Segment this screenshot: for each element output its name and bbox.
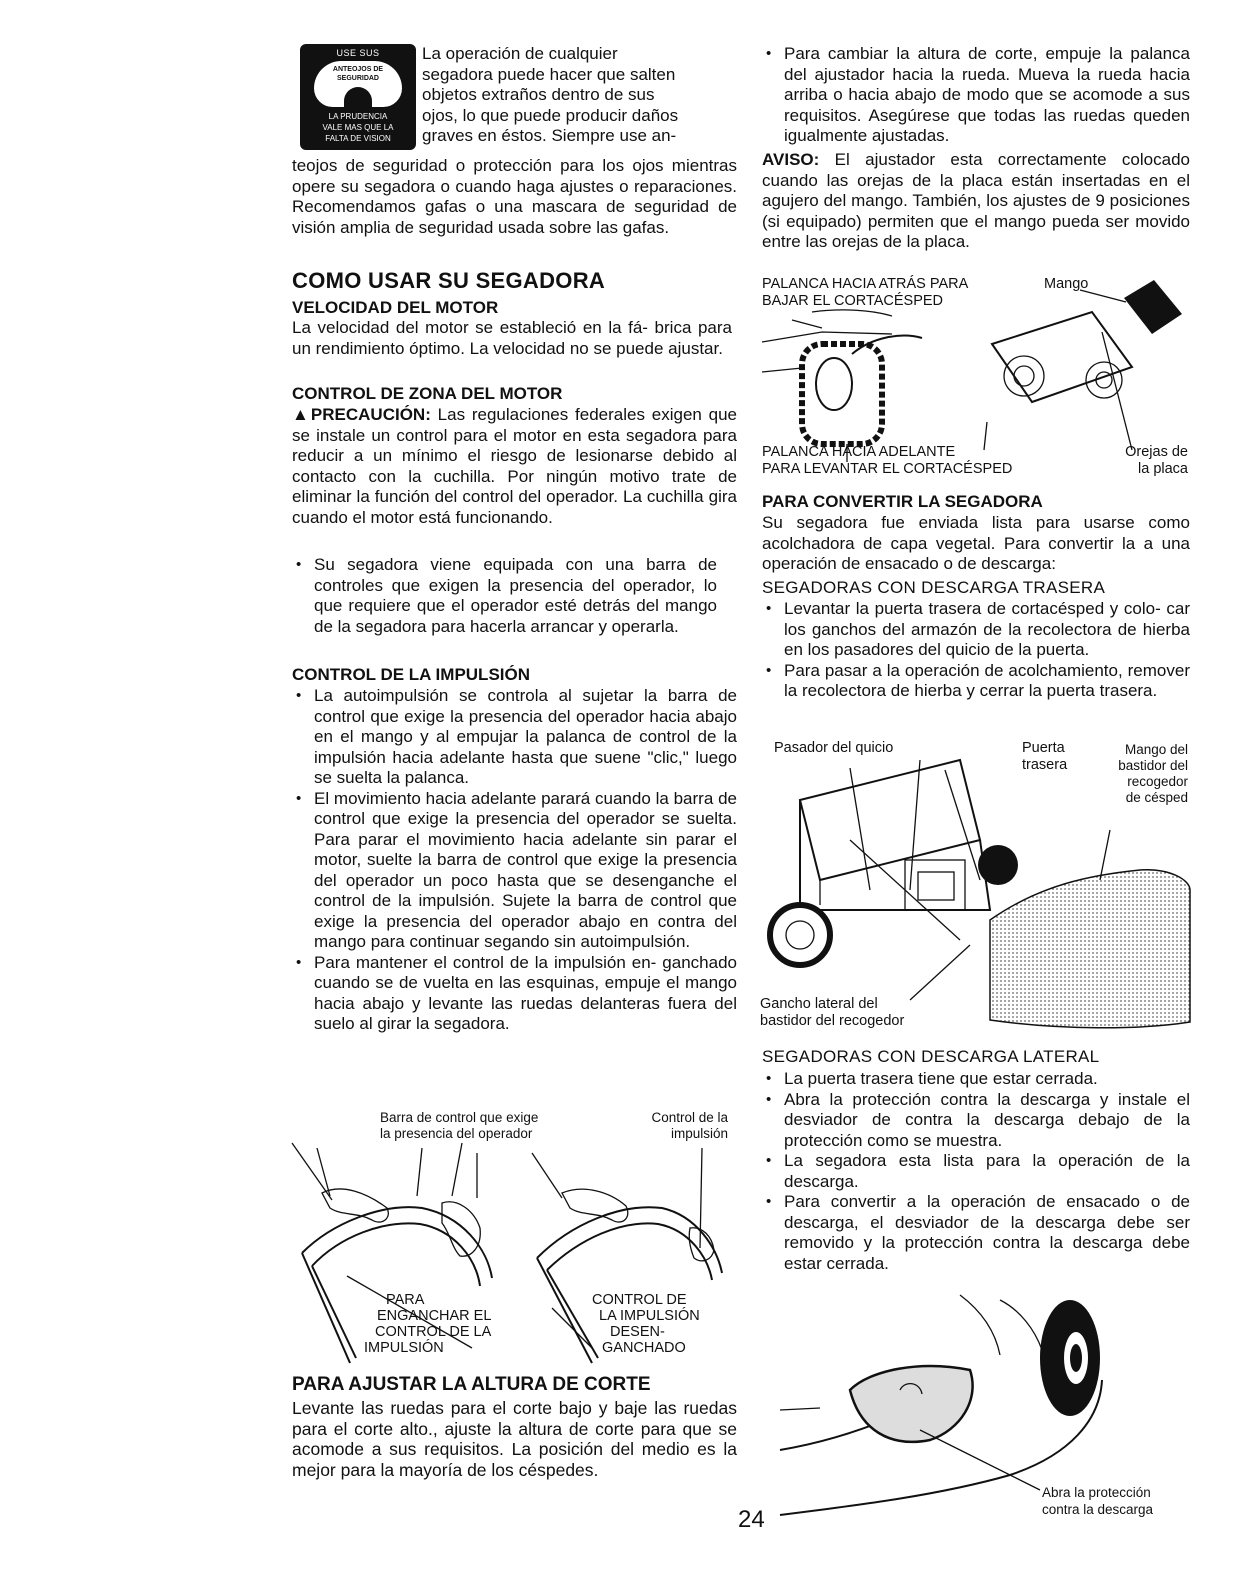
trasera-title: SEGADORAS CON DESCARGA TRASERA bbox=[762, 578, 1106, 597]
label-barra-line2: la presencia del operador bbox=[380, 1126, 533, 1141]
grass-bag-figure bbox=[760, 740, 1190, 1040]
grass-bag-drawing bbox=[760, 740, 1190, 1040]
aviso-paragraph bbox=[762, 150, 1190, 253]
badge-text-anteojos: ANTEOJOS DE bbox=[332, 66, 384, 73]
badge-goggles-icon bbox=[314, 61, 402, 107]
label-gancho-line1: Gancho lateral del bbox=[760, 996, 878, 1012]
handle-drawing bbox=[292, 1108, 742, 1368]
label-barra-line1: Barra de control que exige bbox=[380, 1110, 539, 1125]
impulsion-bullet-1: • La autoimpulsión se controla al sujetar la barra de control que exige la presencia del operador hacia abajo en el mango y al empujar la palanca de control de la impulsión hacia adelante hasta que suene "clic," luego se suelta la palanca. bbox=[292, 686, 737, 789]
grass-bag bbox=[990, 870, 1190, 1028]
intro-line-4: ojos, lo que puede producir daños bbox=[422, 105, 679, 125]
label-control-line1: Control de la bbox=[651, 1110, 728, 1125]
label-puerta-line1: Puerta bbox=[1022, 740, 1065, 756]
left-callout-line3: CONTROL DE LA bbox=[375, 1324, 492, 1340]
badge-text-seguridad: SEGURIDAD bbox=[336, 75, 379, 82]
label-adelante-line1: PALANCA HACIA ADELANTE bbox=[762, 444, 956, 460]
intro-line-2: segadora puede hacer que salten bbox=[422, 64, 676, 84]
como-usar-title: COMO USAR SU SEGADORA bbox=[292, 268, 606, 293]
convertir-title: PARA CONVERTIR LA SEGADORA bbox=[762, 492, 1043, 511]
label-pasador: Pasador del quicio bbox=[774, 740, 894, 756]
right-callout-line4: GANCHADO bbox=[602, 1340, 686, 1356]
rear-wheel-right bbox=[978, 845, 1018, 885]
lateral-bullet-2: • Abra la protección contra la descarga y instale el desviador de contra la descarga debajo de la protección como se muestra. bbox=[762, 1090, 1190, 1152]
left-callout-line2: ENGANCHAR EL bbox=[377, 1308, 492, 1324]
velocidad-title: VELOCIDAD DEL MOTOR bbox=[292, 298, 499, 317]
chute-label-line1: Abra la protección bbox=[1042, 1485, 1151, 1500]
label-mango-line2: bastidor del bbox=[1118, 758, 1188, 773]
chute-label-line2: contra la descarga bbox=[1042, 1502, 1154, 1517]
trasera-bullet-1: • Levantar la puerta trasera de cortacésped y colo- car los ganchos del armazón de la recolectora de hierba en los pasadores del quicio de la puerta. bbox=[762, 599, 1190, 661]
left-callout-line1: PARA bbox=[386, 1292, 425, 1308]
aviso-text: El ajustador esta correctamente colocado cuando las orejas de la placa están insertadas en el agujero del mango. También, los ajustes de 9 posiciones (si equipado) permiten que el mango pueda ser movido entre las orejas de la placa. bbox=[762, 150, 1190, 251]
intro-paragraph-rest: teojos de seguridad o protección para los ojos mientras opere su segadora o cuando haga ajustes o reparaciones. Recomendamos gafas o una mascara de seguridad de visión amplia de seguridad usada sobre las gafas. bbox=[292, 156, 737, 237]
badge-text-falta: FALTA DE VISION bbox=[325, 134, 391, 143]
label-atras-line2: BAJAR EL CORTACÉSPED bbox=[762, 293, 944, 309]
warning-triangle-icon: ▲ bbox=[292, 405, 311, 424]
precaucion-text: Las regulaciones federales exigen que se instale un control para el motor en esta segadora para reducir a un mínimo el riesgo de lesionarse debido al contacto con la cuchilla. Por ningún motivo trate de eliminar la función del control del operador. La cuchilla gira cuando el motor está funcionando. bbox=[292, 405, 738, 527]
altura-text: Levante las ruedas para el corte bajo y baje las ruedas para el corte alto., ajuste la altura de corte para que se acomode a sus requisitos. La posición del medio es la mejor para la mayoría de los céspedes. bbox=[292, 1398, 737, 1480]
label-puerta-line2: trasera bbox=[1022, 757, 1068, 773]
label-mango-line4: de césped bbox=[1125, 790, 1188, 805]
lateral-bullet-1: • La puerta trasera tiene que estar cerrada. bbox=[762, 1069, 1190, 1090]
lateral-bullet-4: • Para convertir a la operación de ensacado o de descarga, el desviador de la descarga debe ser removido y la protección contra la descarga debe estar cerrada. bbox=[762, 1192, 1190, 1274]
wheel-adjust-figure bbox=[762, 272, 1192, 487]
zona-title: CONTROL DE ZONA DEL MOTOR bbox=[292, 384, 563, 403]
badge-text-use: USE SUS bbox=[336, 48, 380, 58]
rear-wheel-left bbox=[770, 905, 830, 965]
label-mango-line1: Mango del bbox=[1124, 742, 1188, 757]
label-mango-line3: recogedor bbox=[1127, 774, 1188, 789]
altura-title: PARA AJUSTAR LA ALTURA DE CORTE bbox=[292, 1374, 651, 1395]
right-callout-line1: CONTROL DE bbox=[592, 1292, 687, 1308]
altura-bullet-item: • Para cambiar la altura de corte, empuje la palanca del ajustador hacia la rueda. Mueva la rueda hacia arriba o hacia abajo de modo que se acomode a sus requisitos. Asegúrese que todas las ruedas queden igualmente ajustadas. bbox=[762, 44, 1190, 147]
intro-line-1: La operación de cualquier bbox=[422, 44, 618, 63]
precaucion-label: PRECAUCIÓN: bbox=[310, 405, 431, 424]
lateral-title: SEGADORAS CON DESCARGA LATERAL bbox=[762, 1047, 1100, 1066]
intro-line-3: objetos extraños dentro de sus bbox=[422, 85, 655, 104]
trasera-bullets bbox=[762, 599, 1190, 702]
label-orejas-line1: Orejas de bbox=[1125, 444, 1188, 460]
handle-figure bbox=[292, 1108, 742, 1368]
label-adelante-line2: PARA LEVANTAR EL CORTACÉSPED bbox=[762, 461, 1013, 477]
zona-bullets bbox=[292, 555, 717, 637]
convertir-text: Su segadora fue enviada lista para usarse como acolchadora de capa vegetal. Para convertir la a una operación de ensacado o de descarga: bbox=[762, 513, 1190, 573]
precaucion-paragraph bbox=[292, 405, 737, 528]
label-control-line2: impulsión bbox=[670, 1126, 728, 1141]
safety-glasses-badge bbox=[300, 44, 416, 150]
trasera-bullet-2: • Para pasar a la operación de acolchamiento, remover la recolectora de hierba y cerrar la puerta trasera. bbox=[762, 661, 1190, 702]
badge-text-prudencia: LA PRUDENCIA bbox=[328, 112, 388, 121]
label-atras-line1: PALANCA HACIA ATRÁS PARA bbox=[762, 276, 969, 292]
left-callout-line4: IMPULSIÓN bbox=[364, 1340, 444, 1356]
velocidad-text: La velocidad del motor se estableció en la fá- brica para un rendimiento óptimo. La velocidad no se puede ajustar. bbox=[292, 318, 732, 358]
intro-wrapped-lines bbox=[422, 44, 742, 147]
lateral-bullet-3: • La segadora esta lista para la operación de la descarga. bbox=[762, 1151, 1190, 1192]
intro-line-5: graves en éstos. Siempre use an- bbox=[422, 126, 677, 145]
impulsion-bullet-3: • Para mantener el control de la impulsión en- ganchado cuando se de vuelta en las esquinas, empuje el mango hacia abajo y levante las ruedas delanteras fuera del suelo al girar la segadora. bbox=[292, 953, 737, 1035]
page-number: 24 bbox=[738, 1506, 765, 1533]
impulsion-bullet-2: • El movimiento hacia adelante parará cuando la barra de control que exige la presencia del operador se suelta. Para parar el movimiento hacia adelante sin parar el motor, suelte la barra de control que exige la presencia del operador un poco hasta que se desenganche el control de la impulsión. Sujete la barra de control que exige la presencia del operador abajo en contra del mango para continuar segando sin autoimpulsión. bbox=[292, 789, 737, 953]
zona-bullet-item: • Su segadora viene equipada con una barra de controles que exigen la presencia del operador, lo que requiere que el operador esté detrás del mango de la segadora para hacerla arrancar y operarla. bbox=[292, 555, 717, 637]
impulsion-title: CONTROL DE LA IMPULSIÓN bbox=[292, 665, 530, 684]
impulsion-bullets bbox=[292, 686, 737, 1035]
discharge-chute-figure bbox=[780, 1290, 1192, 1535]
badge-text-vale: VALE MAS QUE LA bbox=[322, 123, 394, 132]
label-mango: Mango bbox=[1044, 276, 1089, 292]
aviso-label: AVISO: bbox=[762, 150, 820, 169]
altura-bullets bbox=[762, 44, 1190, 147]
label-orejas-line2: la placa bbox=[1138, 461, 1188, 477]
right-callout-line2: LA IMPULSIÓN bbox=[599, 1308, 700, 1324]
label-gancho-line2: bastidor del recogedor bbox=[760, 1013, 905, 1029]
right-callout-line3: DESEN- bbox=[610, 1324, 665, 1340]
lateral-bullets bbox=[762, 1069, 1190, 1274]
